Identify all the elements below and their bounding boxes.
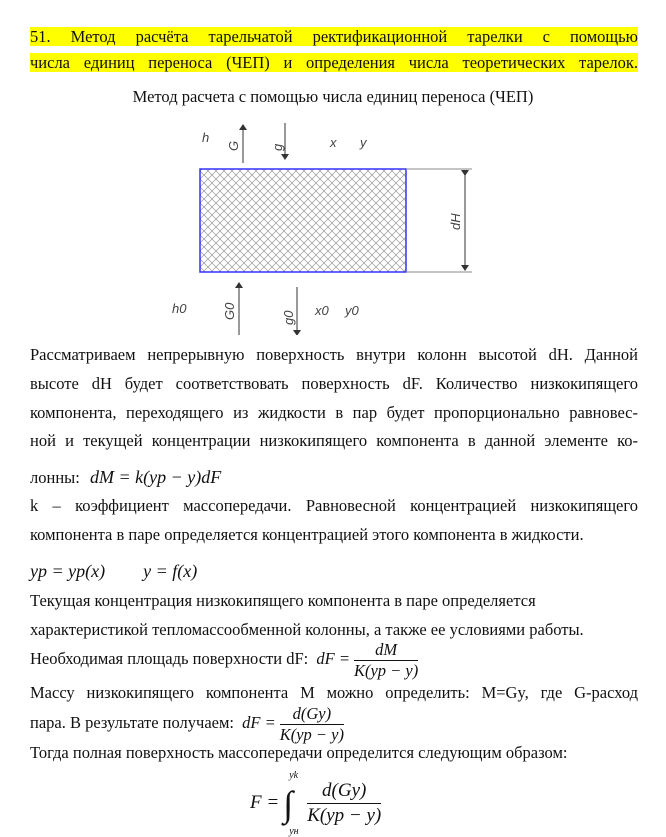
label-y0: y0: [345, 303, 359, 318]
fraction: [354, 640, 418, 681]
para1-last-line: [30, 466, 638, 489]
para2-line: k – коэффициент массопередачи. Равновесной концентрацией низкокипящего: [30, 496, 638, 515]
fraction-denominator: K(yp − y): [353, 660, 419, 680]
fraction-denominator: K(yp − y): [307, 804, 382, 826]
formula-line: [30, 560, 638, 582]
hatched-surface: [200, 169, 406, 272]
heading-text: числа единиц переноса (ЧЕП) и определения числа теоретических тарелок.: [30, 53, 638, 72]
integral-formula: [250, 770, 382, 837]
label-x0: x0: [315, 303, 329, 318]
height-label: dH: [448, 213, 463, 230]
para1-line: компонента, переходящего из жидкости в пар будет пропорционально равновес-: [30, 403, 638, 422]
fraction-numerator: d(Gy): [280, 704, 344, 725]
para3-line: Текущая концентрация низкокипящего компонента в паре определяется: [30, 591, 536, 610]
heading-line-2: [30, 52, 638, 74]
para5-line: Массу низкокипящего компонента M можно определить: M=Gy, где G-расход: [30, 683, 638, 702]
label-g0: g0: [281, 310, 296, 325]
formula-lhs: dF =: [316, 649, 350, 668]
para1-line: Рассматриваем непрерывную поверхность внутри колонн высотой dH. Данной: [30, 345, 638, 364]
fraction-numerator: dM: [354, 640, 418, 661]
integral-lhs: F =: [250, 792, 280, 813]
integral-upper-limit: yk: [289, 770, 299, 781]
fraction: [307, 779, 381, 828]
para4: [30, 638, 638, 681]
fraction-denominator: K(yp − y): [279, 724, 344, 744]
para6: Тогда полная поверхность массопередачи определится следующим образом:: [30, 743, 568, 762]
para2-line: компонента в паре определяется концентрацией этого компонента в жидкости.: [30, 525, 584, 544]
label-G0: G0: [222, 302, 237, 320]
formula-equilibrium: yp = yp(x): [30, 561, 106, 581]
formula-dM: dM = k(yp − y)dF: [89, 467, 222, 487]
fraction-numerator: d(Gy): [307, 779, 381, 804]
formula-current: y = f(x): [143, 561, 198, 581]
label-h: h: [202, 130, 210, 145]
heading-line-1: [30, 26, 638, 48]
para4-text: Необходимая площадь поверхности dF:: [30, 649, 309, 668]
label-h0: h0: [172, 301, 187, 316]
para1-line: высоте dH будет соответствовать поверхность dF. Количество низкокипящего: [30, 374, 638, 393]
subtitle: Метод расчета с помощью числа единиц переноса (ЧЕП): [132, 87, 534, 106]
fraction: [280, 704, 344, 745]
heading-text: 51. Метод расчёта тарельчатой ректификационной тарелки с помощью: [30, 27, 638, 46]
label-y: y: [360, 135, 367, 150]
formula-lhs: dF =: [242, 713, 276, 732]
column-element-diagram: [160, 115, 500, 335]
para3-line: характеристикой тепломассообменной колонны, а также ее условиями работы.: [30, 620, 584, 639]
label-x: x: [330, 135, 337, 150]
para5-line2: [30, 702, 638, 745]
para5-text: пара. В результате получаем:: [30, 713, 234, 732]
label-G: G: [226, 140, 241, 151]
para1-last-text: лонны:: [30, 468, 80, 487]
integral-lower-limit: yн: [289, 826, 299, 837]
label-g: g: [270, 143, 285, 151]
integral-sign: ∫ yk yн: [283, 770, 299, 837]
para1-line: ной и текущей концентрации низкокипящего компонента в данной элементе ко-: [30, 431, 638, 450]
